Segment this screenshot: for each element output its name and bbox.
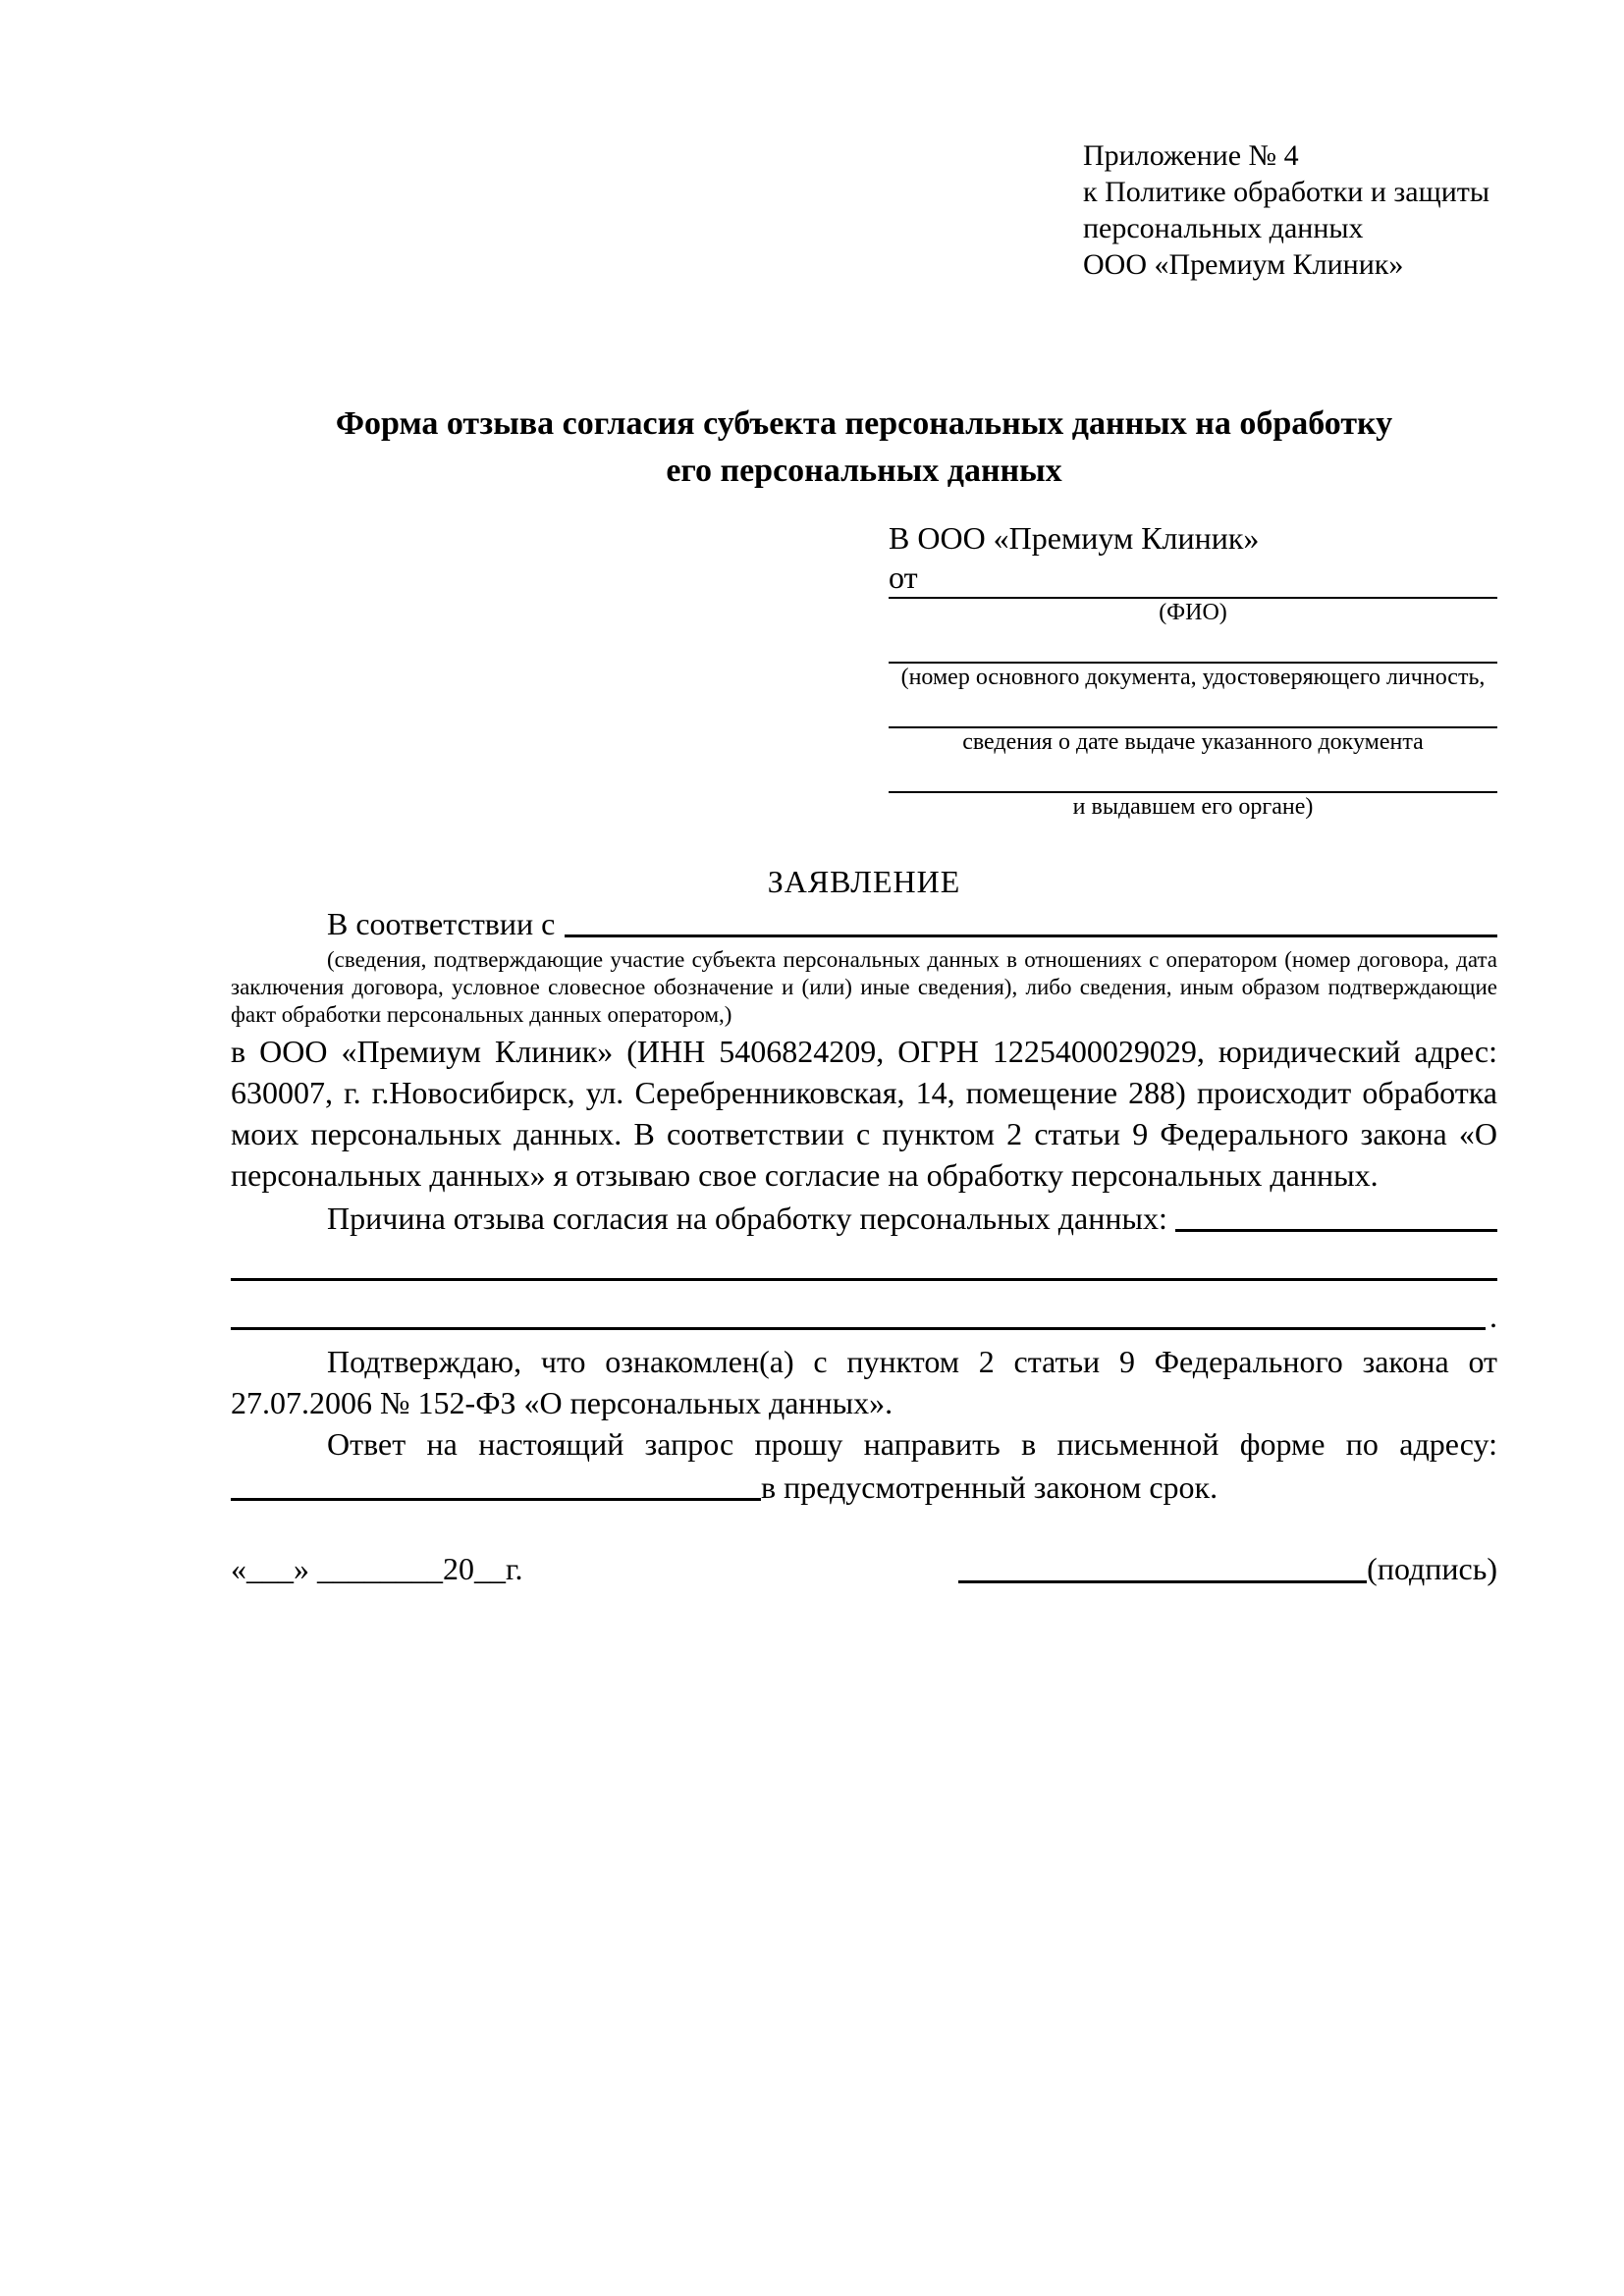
date-signature-row (231, 1547, 1497, 1590)
issue-date-field (889, 726, 1497, 756)
appendix-header-line-3: персональных данных (1083, 212, 1364, 244)
document-title-line-2: его персональных данных (666, 453, 1062, 489)
signature-caption: (подпись) (1367, 1551, 1497, 1586)
issuing-authority-caption: и выдавшем его органе) (1072, 794, 1314, 820)
address-blank-line (231, 1498, 761, 1501)
reply-address-line (231, 1465, 1497, 1508)
reason-blank-line-2 (231, 1278, 1497, 1281)
date-line: «___» ________20__г. (231, 1551, 523, 1586)
reply-request-text: Ответ на настоящий запрос прошу направить в письменной форме по адресу: (327, 1426, 1497, 1462)
document-title-line-1: Форма отзыва согласия субъекта персональных данных на обработку (335, 405, 1393, 442)
note-text: (сведения, подтверждающие участие субъекта персональных данных в отношениях с оператором (номер договора, дата заключения договора, условное словесное обозначение и (или) иные сведения), либо сведения, иным образом подтверждающие факт обработки персональных данных оператором,) (231, 947, 1497, 1027)
issue-date-caption: сведения о дате выдаче указанного документа (962, 729, 1424, 755)
blank-line-period: . (1489, 1299, 1497, 1334)
statement-body: в ООО «Премиум Клиник» (ИНН 5406824209, ОГРН 1225400029029, юридический адрес: 630007, г. г.Новосибирск, ул. Серебренниковская, 14, помещение 288) происходит обработка моих персональных данных. В соответствии с пунктом 2 статьи 9 Федерального закона «О персональных данных» я отзываю свое согласие на обработку персональных данных. (231, 1034, 1497, 1193)
fio-caption: (ФИО) (1159, 600, 1227, 625)
appendix-header-line-2: к Политике обработки и защиты (1083, 176, 1490, 208)
accordance-blank-line (565, 934, 1497, 937)
reason-blank-line (1175, 1229, 1497, 1232)
addressee-organization: В ООО «Премиум Клиник» (889, 520, 1260, 556)
signature-blank-line (958, 1580, 1367, 1583)
reason-blank-row-2 (231, 1288, 1497, 1337)
reason-blank-line-3 (231, 1327, 1486, 1330)
appendix-header (1083, 137, 1497, 283)
appendix-header-line-4: ООО «Премиум Клиник» (1083, 248, 1404, 281)
accordance-line (231, 903, 1497, 944)
document-title (231, 400, 1497, 495)
reason-label: Причина отзыва согласия на обработку персональных данных: (327, 1201, 1167, 1236)
document-number-field (889, 662, 1497, 691)
addressee-block (889, 518, 1497, 821)
document-number-caption: (номер основного документа, удостоверяющего личность, (900, 665, 1486, 690)
statement-heading: ЗАЯВЛЕНИЕ (767, 864, 961, 899)
fio-field (889, 597, 1497, 626)
reason-line (231, 1196, 1497, 1239)
signature-area (958, 1547, 1497, 1590)
appendix-header-line-1: Приложение № 4 (1083, 139, 1299, 172)
from-label: от (889, 560, 918, 595)
reason-blank-row-1 (231, 1239, 1497, 1288)
confirmation-text: Подтверждаю, что ознакомлен(а) с пунктом 2 статьи 9 Федерального закона от 27.07.2006 № 152-ФЗ «О персональных данных». (231, 1344, 1497, 1420)
reply-suffix-text: в предусмотренный законом срок. (761, 1469, 1218, 1505)
issuing-authority-field (889, 791, 1497, 821)
accordance-label: В соответствии с (327, 906, 556, 941)
